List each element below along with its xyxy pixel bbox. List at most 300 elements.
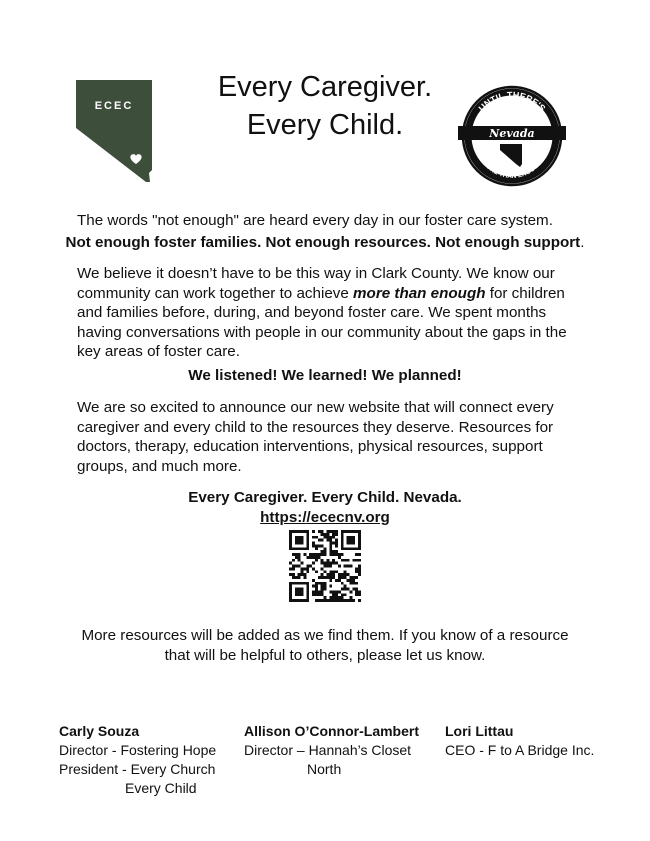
qr-module (329, 530, 332, 533)
qr-module (318, 556, 321, 559)
qr-module (358, 533, 361, 536)
intro-paragraph (77, 211, 572, 231)
qr-module (344, 576, 347, 579)
qr-module (326, 536, 329, 539)
signature-name: Allison O’Connor-Lambert (244, 723, 419, 739)
qr-module (329, 553, 332, 556)
qr-module (338, 565, 341, 568)
qr-module (347, 536, 350, 539)
qr-module (298, 573, 301, 576)
qr-module (306, 544, 309, 547)
qr-module (335, 593, 338, 596)
qr-module (355, 590, 358, 593)
qr-module (324, 585, 327, 588)
belief-emphasis: more than enough (353, 284, 486, 302)
qr-module (315, 588, 318, 591)
qr-module (329, 550, 332, 553)
qr-module (329, 547, 332, 550)
qr-module (306, 588, 309, 591)
qr-module (306, 567, 309, 570)
qr-module (326, 599, 329, 602)
qr-module (321, 559, 324, 562)
qr-module (324, 565, 327, 568)
qr-module (295, 556, 298, 559)
qr-module (312, 562, 315, 565)
qr-module (355, 570, 358, 573)
qr-module (298, 582, 301, 585)
qr-module (332, 530, 335, 533)
qr-module (295, 588, 298, 591)
qr-module (315, 544, 318, 547)
qr-module (301, 530, 304, 533)
qr-module (349, 590, 352, 593)
qr-module (326, 573, 329, 576)
qr-module (358, 565, 361, 568)
intro-text: The words "not enough" are heard every day in our foster care system. (77, 212, 553, 229)
qr-module (335, 590, 338, 593)
not-enough-period: . (580, 234, 585, 251)
qr-module (324, 588, 327, 591)
qr-module (338, 556, 341, 559)
qr-module (289, 573, 292, 576)
qr-module (324, 570, 327, 573)
qr-module (292, 599, 295, 602)
qr-module (349, 579, 352, 582)
qr-module (292, 573, 295, 576)
qr-module (341, 559, 344, 562)
belief-text-end: for children and families before, during, and beyond foster care. We spent months having conversations with people in our community about the gaps in the key areas of foster care. (77, 284, 567, 360)
qr-module (358, 593, 361, 596)
qr-module (306, 596, 309, 599)
qr-module (349, 576, 352, 579)
qr-module (332, 559, 335, 562)
announcement-text: We are so excited to announce our new website that will connect every caregiver and every child to the resources they deserve. Resources for doctors, therapy, education interventions, physical resources, support groups, and much more. (77, 399, 554, 475)
closing-paragraph (60, 626, 590, 665)
qr-module (295, 593, 298, 596)
qr-module (298, 530, 301, 533)
qr-module (318, 530, 321, 533)
qr-module (312, 579, 315, 582)
qr-module (326, 562, 329, 565)
qr-module (312, 536, 315, 539)
qr-module (355, 547, 358, 550)
qr-module (289, 544, 292, 547)
qr-module (292, 576, 295, 579)
qr-module (335, 542, 338, 545)
qr-module (321, 593, 324, 596)
qr-module (321, 599, 324, 602)
qr-module (329, 585, 332, 588)
qr-module (318, 539, 321, 542)
qr-module (298, 536, 301, 539)
qr-module (306, 582, 309, 585)
qr-module (358, 567, 361, 570)
qr-module (358, 539, 361, 542)
qr-module (352, 576, 355, 579)
qr-module (306, 530, 309, 533)
qr-module (306, 547, 309, 550)
qr-module (344, 530, 347, 533)
qr-module (312, 556, 315, 559)
qr-module (349, 599, 352, 602)
qr-module (321, 573, 324, 576)
qr-module (335, 553, 338, 556)
qr-module (332, 593, 335, 596)
qr-module (324, 533, 327, 536)
qr-module (338, 596, 341, 599)
qr-module (289, 547, 292, 550)
signature-name: Carly Souza (59, 723, 140, 739)
qr-module (324, 536, 327, 539)
qr-module (306, 599, 309, 602)
signature-allison-oconnor-lambert (244, 722, 424, 779)
qr-module (352, 542, 355, 545)
qr-module (347, 588, 350, 591)
qr-module (355, 576, 358, 579)
qr-module (315, 547, 318, 550)
qr-module (347, 542, 350, 545)
qr-module (289, 562, 292, 565)
qr-module (329, 596, 332, 599)
qr-module (358, 544, 361, 547)
qr-module (358, 573, 361, 576)
qr-module (306, 585, 309, 588)
qr-module (309, 556, 312, 559)
qr-module (344, 599, 347, 602)
qr-module (347, 599, 350, 602)
closing-line-2: that will be helpful to others, please let us know. (164, 646, 486, 664)
qr-module (352, 579, 355, 582)
qr-module (289, 585, 292, 588)
qr-module (295, 590, 298, 593)
qr-module (289, 593, 292, 596)
qr-module (303, 553, 306, 556)
qr-module (355, 593, 358, 596)
qr-module (301, 562, 304, 565)
qr-module (352, 559, 355, 562)
qr-module (335, 599, 338, 602)
qr-module (312, 530, 315, 533)
qr-module (344, 570, 347, 573)
qr-module (335, 530, 338, 533)
qr-module (335, 544, 338, 547)
qr-module (344, 588, 347, 591)
qr-modules (289, 530, 361, 602)
qr-module (324, 596, 327, 599)
qr-module (344, 573, 347, 576)
qr-module (289, 536, 292, 539)
qr-module (341, 544, 344, 547)
listened-text: We listened! We learned! We planned! (188, 367, 462, 384)
qr-module (301, 547, 304, 550)
qr-module (332, 590, 335, 593)
cta-text: Every Caregiver. Every Child. Nevada. (188, 489, 462, 506)
qr-module (324, 562, 327, 565)
qr-module (321, 533, 324, 536)
qr-module (303, 530, 306, 533)
qr-module (306, 570, 309, 573)
signature-title: North (307, 761, 342, 777)
qr-module (295, 582, 298, 585)
qr-module (329, 599, 332, 602)
qr-module (341, 530, 344, 533)
qr-module (332, 570, 335, 573)
qr-module (301, 542, 304, 545)
belief-text-start: We believe it doesn’t have to be this way in Clark County. We know our community can work together to achieve (77, 265, 555, 302)
signature-lori-littau (445, 722, 625, 760)
qr-module (298, 553, 301, 556)
qr-module (303, 582, 306, 585)
badge-bottom-text: MORE THAN ENOUGH (480, 159, 544, 181)
qr-module (341, 547, 344, 550)
qr-module (301, 582, 304, 585)
signature-title: Director - Fostering Hope (59, 742, 217, 758)
qr-module (312, 544, 315, 547)
qr-module (332, 596, 335, 599)
qr-module (326, 533, 329, 536)
title-line-2: Every Child. (246, 109, 404, 141)
badge-middle-text: Nevada (489, 127, 535, 140)
qr-module (332, 553, 335, 556)
qr-module (301, 536, 304, 539)
more-than-enough-badge (456, 84, 568, 188)
qr-module (352, 536, 355, 539)
qr-module (355, 530, 358, 533)
qr-module (321, 582, 324, 585)
qr-module (289, 590, 292, 593)
qr-module (295, 553, 298, 556)
qr-module (338, 553, 341, 556)
qr-module (332, 599, 335, 602)
qr-module (344, 585, 347, 588)
qr-module (349, 542, 352, 545)
qr-module (303, 576, 306, 579)
qr-module (321, 544, 324, 547)
qr-module (298, 565, 301, 568)
qr-module (289, 588, 292, 591)
qr-module (301, 573, 304, 576)
qr-module (298, 576, 301, 579)
qr-module (326, 565, 329, 568)
qr-module (318, 599, 321, 602)
qr-module (329, 590, 332, 593)
qr-module (341, 596, 344, 599)
qr-module (352, 547, 355, 550)
qr-module (324, 576, 327, 579)
qr-module (338, 576, 341, 579)
qr-module (315, 585, 318, 588)
nevada-shape (76, 80, 152, 182)
qr-module (318, 582, 321, 585)
qr-module (312, 585, 315, 588)
qr-module (289, 533, 292, 536)
qr-module (321, 539, 324, 542)
qr-module (306, 542, 309, 545)
qr-module (358, 530, 361, 533)
qr-module (341, 582, 344, 585)
qr-module (338, 590, 341, 593)
qr-module (289, 542, 292, 545)
qr-module (321, 590, 324, 593)
qr-module (329, 542, 332, 545)
qr-module (326, 576, 329, 579)
qr-module (349, 582, 352, 585)
announcement-paragraph (77, 398, 577, 476)
qr-module (347, 530, 350, 533)
qr-module (318, 576, 321, 579)
qr-module (341, 573, 344, 576)
qr-module (309, 565, 312, 568)
qr-module (347, 565, 350, 568)
qr-module (341, 576, 344, 579)
qr-module (335, 570, 338, 573)
ecec-logo-text: ECEC (94, 100, 134, 112)
qr-module (324, 599, 327, 602)
qr-module (303, 599, 306, 602)
qr-module (292, 582, 295, 585)
qr-module (315, 590, 318, 593)
qr-module (341, 588, 344, 591)
qr-module (292, 547, 295, 550)
signature-name: Lori Littau (445, 723, 514, 739)
qr-module (315, 593, 318, 596)
qr-module (341, 533, 344, 536)
qr-module (315, 599, 318, 602)
qr-module (326, 530, 329, 533)
qr-module (347, 547, 350, 550)
qr-module (332, 536, 335, 539)
qr-module (335, 533, 338, 536)
qr-module (338, 579, 341, 582)
qr-module (315, 536, 318, 539)
qr-module (298, 590, 301, 593)
qr-module (306, 590, 309, 593)
qr-module (344, 593, 347, 596)
qr-module (341, 539, 344, 542)
qr-module (292, 559, 295, 562)
qr-module (315, 553, 318, 556)
qr-module (295, 547, 298, 550)
qr-module (358, 559, 361, 562)
qr-module (349, 536, 352, 539)
qr-module (349, 539, 352, 542)
qr-module (326, 539, 329, 542)
qr-module (355, 582, 358, 585)
not-enough-text: Not enough foster families. Not enough resources. Not enough support (65, 234, 581, 251)
qr-module (303, 567, 306, 570)
title-line-1: Every Caregiver. (217, 71, 433, 103)
qr-module (347, 579, 350, 582)
qr-code[interactable] (289, 530, 361, 602)
qr-module (306, 556, 309, 559)
qr-module (335, 539, 338, 542)
qr-module (358, 542, 361, 545)
qr-module (298, 593, 301, 596)
qr-module (301, 590, 304, 593)
qr-module (321, 576, 324, 579)
qr-module (295, 576, 298, 579)
qr-module (301, 570, 304, 573)
qr-module (332, 576, 335, 579)
qr-module (298, 588, 301, 591)
qr-module (301, 539, 304, 542)
qr-module (352, 582, 355, 585)
qr-module (335, 596, 338, 599)
qr-module (338, 599, 341, 602)
qr-module (326, 559, 329, 562)
qr-module (329, 562, 332, 565)
qr-module (329, 565, 332, 568)
qr-module (358, 599, 361, 602)
qr-module (321, 550, 324, 553)
qr-module (295, 530, 298, 533)
qr-module (315, 559, 318, 562)
qr-module (289, 599, 292, 602)
qr-module (321, 553, 324, 556)
qr-module (344, 565, 347, 568)
qr-module (329, 570, 332, 573)
signature-carly-souza (59, 722, 229, 798)
qr-module (329, 536, 332, 539)
qr-module (298, 559, 301, 562)
qr-module (341, 593, 344, 596)
qr-module (332, 542, 335, 545)
qr-module (318, 544, 321, 547)
qr-module (352, 539, 355, 542)
qr-module (358, 547, 361, 550)
qr-module (289, 530, 292, 533)
signature-title: President - Every Church (59, 761, 216, 777)
qr-module (335, 579, 338, 582)
qr-module (298, 599, 301, 602)
not-enough-statement (60, 233, 590, 253)
qr-module (289, 567, 292, 570)
qr-module (289, 539, 292, 542)
signature-title: Director – Hannah’s Closet (244, 742, 412, 758)
qr-module (341, 553, 344, 556)
qr-module (306, 536, 309, 539)
qr-module (321, 530, 324, 533)
qr-module (341, 599, 344, 602)
qr-module (341, 536, 344, 539)
qr-module (349, 565, 352, 568)
badge-top-text: UNTIL THERE'S (476, 89, 548, 114)
qr-module (312, 553, 315, 556)
qr-module (341, 542, 344, 545)
qr-module (295, 565, 298, 568)
qr-module (315, 556, 318, 559)
qr-module (324, 553, 327, 556)
page-title (180, 68, 470, 144)
qr-module (329, 544, 332, 547)
qr-module (329, 539, 332, 542)
qr-module (347, 559, 350, 562)
qr-module (352, 599, 355, 602)
qr-module (332, 573, 335, 576)
website-link[interactable]: https://ececnv.org (260, 508, 390, 526)
qr-module (312, 567, 315, 570)
qr-module (298, 539, 301, 542)
qr-module (349, 596, 352, 599)
qr-module (301, 593, 304, 596)
qr-module (321, 562, 324, 565)
qr-module (329, 576, 332, 579)
qr-module (349, 547, 352, 550)
qr-module (295, 539, 298, 542)
qr-module (332, 550, 335, 553)
qr-module (318, 590, 321, 593)
qr-module (344, 559, 347, 562)
